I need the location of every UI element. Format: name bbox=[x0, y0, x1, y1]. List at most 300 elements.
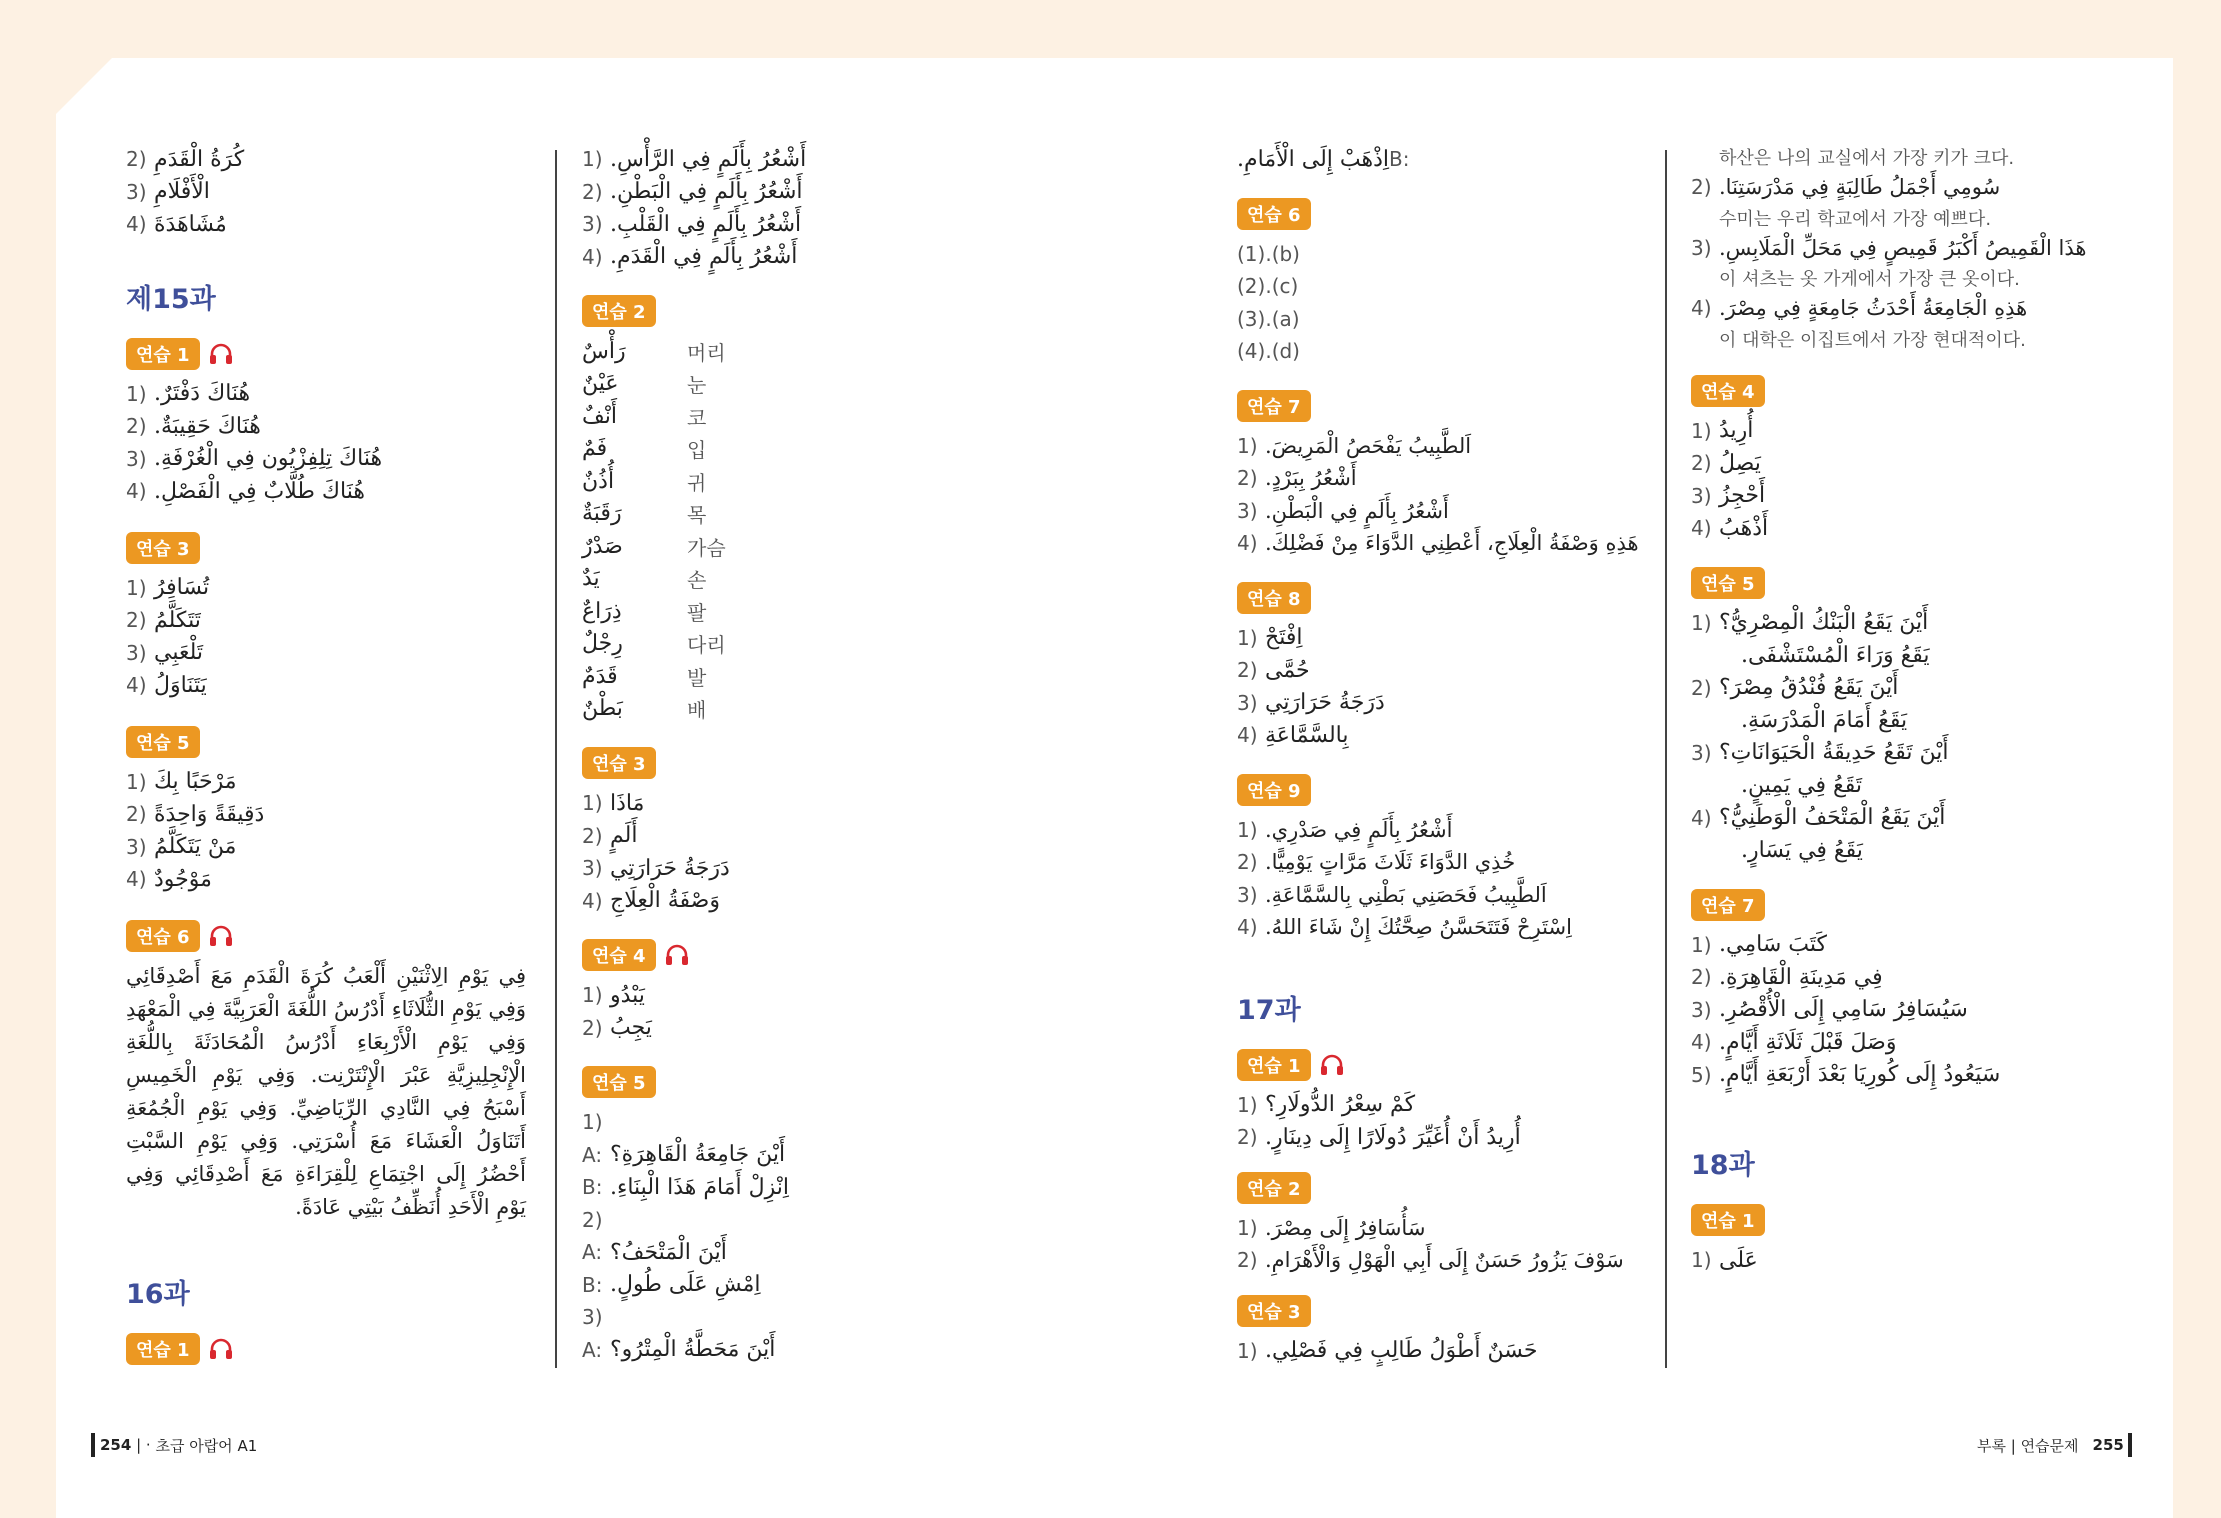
passage-paragraph: فِي يَوْمِ الِاثْنَيْنِ أَلْعَبُ كُرَةَ الْقَدَمِ مَعَ أَصْدِقَائِي وَفِي يَوْمِ الثُّلَاثَاءِ أَدْرُسُ اللُّغَةَ الْعَرَبِيَّةَ فِي الْمَعْهَدِ وَفِي يَوْمِ الْأَرْبِعَاءِ أَدْرُسُ الْمُحَادَثَةَ بِاللُّغَةِ الْإِنْجِلِيزِيَّةِ عَبْرَ الْإِنْتَرْنِت. وَفِي يَوْمِ الْخَمِيسِ أَسْبَحُ فِي النَّادِي الرِّيَاضِيِّ. وَفِي يَوْمِ الْجُمُعَةِ أَتَنَاوَلُ الْعَشَاءَ مَعَ أُسْرَتِي. وَفِي يَوْمِ السَّبْتِ أَحْضُرُ إِلَى اجْتِمَاعِ لِلْقِرَاءَةِ مَعَ أَصْدِقَائِي وَفِي يَوْمِ الْأَحَدِ أُنَظِّفُ بَيْتِي عَادَةً. bbox=[126, 963, 526, 1219]
arabic-answer: دَرَجَةُ حَرَارَتِي bbox=[610, 855, 730, 881]
item-number: 3) bbox=[1237, 498, 1258, 523]
korean-translation: 하산은 나의 교실에서 가장 키가 크다. bbox=[1719, 148, 2015, 169]
footer-separator: | · bbox=[131, 1436, 156, 1454]
answer-row bbox=[1237, 719, 1657, 752]
vocab-row bbox=[582, 335, 1002, 368]
item-number: 1) bbox=[582, 791, 603, 816]
answer-row bbox=[126, 766, 536, 799]
vocab-korean: 귀 bbox=[687, 470, 707, 495]
answer-row bbox=[1237, 654, 1657, 687]
answer-row bbox=[1237, 430, 1657, 463]
answer-row bbox=[1691, 834, 2121, 867]
arabic-answer: أَشْعُرُ بِأَلَمٍ فِي الْقَدَمِ. bbox=[610, 244, 798, 270]
answer-row bbox=[126, 443, 536, 476]
item-number: 2) bbox=[1237, 1125, 1258, 1150]
vocab-row bbox=[582, 628, 1002, 661]
item-number: 3) bbox=[1237, 882, 1258, 907]
exercise-badge: 연습 7 bbox=[1691, 889, 1765, 921]
item-number: 4) bbox=[1237, 723, 1258, 748]
answer-row bbox=[1691, 232, 2121, 265]
arabic-answer: أَحْجِزُ bbox=[1719, 483, 1766, 509]
arabic-answer: هُنَاكَ دَفْتَرٌ. bbox=[154, 381, 251, 407]
arabic-answer: أُرِيدُ أَنْ أُغَيِّرَ دُولَارًا إِلَى دِينَارٍ. bbox=[1265, 1124, 1521, 1150]
matching-answer: (1).(b) bbox=[1237, 241, 1300, 266]
arabic-answer: حُمَّى bbox=[1265, 657, 1310, 683]
arabic-answer: مَرْحَبًا بِكَ bbox=[154, 769, 237, 795]
answer-row bbox=[1691, 961, 2121, 994]
item-number: 3) bbox=[582, 856, 603, 881]
exercise-badge: 연습 5 bbox=[1691, 567, 1765, 599]
item-number: 1) bbox=[1237, 1215, 1258, 1240]
item-number: 2) bbox=[1237, 850, 1258, 875]
arabic-answer: أَيْنَ مَحَطَّةُ الْمِتْرُو؟ bbox=[610, 1337, 776, 1363]
answer-row bbox=[126, 604, 536, 637]
answer-row bbox=[1691, 737, 2121, 770]
vocab-arabic: فَمٌ bbox=[582, 436, 608, 462]
answer-row bbox=[126, 378, 536, 411]
item-number: 1) bbox=[1691, 418, 1712, 443]
column-2 bbox=[582, 143, 1002, 1366]
exercise-header bbox=[126, 338, 536, 370]
matching-answer: (3).(a) bbox=[1237, 306, 1300, 331]
vocab-arabic: أُذُنٌ bbox=[582, 468, 615, 494]
page-number-left: 254 bbox=[100, 1436, 132, 1454]
exercise-header bbox=[126, 1333, 536, 1365]
item-number: 1) bbox=[582, 983, 603, 1008]
item-number: 4) bbox=[1691, 516, 1712, 541]
item-number: 1) bbox=[126, 575, 147, 600]
item-number: 1) bbox=[1237, 817, 1258, 842]
answer-row bbox=[126, 208, 536, 241]
answer-row bbox=[126, 410, 536, 443]
arabic-answer: مَنْ يَتَكَلَّمُ bbox=[154, 834, 237, 860]
item-number: A: bbox=[582, 1142, 603, 1167]
item-number: 1) bbox=[126, 381, 147, 406]
vocab-arabic: رِجْلٌ bbox=[582, 631, 623, 657]
headphones-icon[interactable] bbox=[664, 943, 690, 967]
answer-row bbox=[126, 143, 536, 176]
column-divider bbox=[555, 150, 557, 1368]
vocab-korean: 입 bbox=[687, 438, 707, 463]
book-title: 초급 아랍어 A1 bbox=[155, 1436, 258, 1455]
item-number: 2) bbox=[126, 802, 147, 827]
arabic-answer: وَصَلَ قَبْلَ ثَلَاثَةِ أَيَّامٍ. bbox=[1719, 1029, 1897, 1055]
column-1 bbox=[126, 143, 536, 1373]
lesson-title: 18과 bbox=[1691, 1150, 1755, 1181]
arabic-answer: أَشْعُرُ بِبَرْدٍ. bbox=[1265, 466, 1357, 491]
exercise-header bbox=[1691, 567, 2121, 599]
footer-right bbox=[1977, 1433, 2124, 1457]
arabic-answer: مَوْجُودٌ bbox=[154, 866, 212, 892]
exercise-badge: 연습 1 bbox=[126, 1333, 200, 1365]
footer-left-bar bbox=[91, 1433, 95, 1457]
item-number: 2) bbox=[126, 147, 147, 172]
arabic-answer: يَصِلُ bbox=[1719, 450, 1761, 476]
arabic-answer: سَيُسَافِرُ سَامِي إِلَى الْأُقْصُرِ. bbox=[1719, 997, 1968, 1023]
item-number: 3) bbox=[126, 446, 147, 471]
item-number: 5) bbox=[1691, 1062, 1712, 1087]
exercise-header bbox=[582, 295, 1002, 327]
korean-translation: 이 셔츠는 옷 가게에서 가장 큰 옷이다. bbox=[1719, 269, 2020, 290]
item-number: 4) bbox=[1691, 805, 1712, 830]
answer-row bbox=[582, 1139, 1002, 1172]
arabic-answer: تُسَافِرُ bbox=[154, 575, 210, 601]
arabic-answer: يَقَعُ وَرَاءَ الْمُسْتَشْفَى. bbox=[1741, 642, 1930, 668]
answer-row bbox=[1237, 1244, 1657, 1277]
answer-row bbox=[126, 798, 536, 831]
item-number: 2) bbox=[126, 414, 147, 439]
arabic-answer: أَيْنَ يَقَعُ الْمَتْحَفُ الْوَطَنِيُّ؟ bbox=[1719, 805, 1946, 831]
arabic-answer: تَلْعَبِي bbox=[154, 640, 203, 666]
vocab-row bbox=[582, 400, 1002, 433]
arabic-answer: مَاذَا bbox=[610, 790, 645, 816]
item-number: 2) bbox=[582, 823, 603, 848]
vocab-row bbox=[582, 498, 1002, 531]
vocab-row bbox=[582, 563, 1002, 596]
exercise-badge: 연습 4 bbox=[582, 939, 656, 971]
item-number: 2) bbox=[126, 608, 147, 633]
exercise-badge: 연습 5 bbox=[582, 1066, 656, 1098]
vocab-korean: 코 bbox=[687, 405, 707, 430]
item-number: 1) bbox=[1237, 1338, 1258, 1363]
vocab-arabic: يَدٌ bbox=[582, 566, 600, 592]
vocab-arabic: أَنْفٌ bbox=[582, 403, 618, 429]
arabic-answer: دَرَجَةُ حَرَارَتِي bbox=[1265, 690, 1385, 716]
exercise-header bbox=[582, 747, 1002, 779]
arabic-answer: يَبْدُو bbox=[610, 982, 645, 1008]
matching-answer: (2).(c) bbox=[1237, 274, 1299, 299]
item-number: 4) bbox=[1237, 915, 1258, 940]
arabic-answer: خُذِي الدَّوَاءَ ثَلَاثَ مَرَّاتٍ يَوْمِيًّا. bbox=[1265, 850, 1516, 875]
answer-row bbox=[126, 863, 536, 896]
answer-row bbox=[1237, 687, 1657, 720]
arabic-answer: أَيْنَ جَامِعَةُ الْقَاهِرَةِ؟ bbox=[610, 1142, 786, 1168]
answer-row bbox=[1691, 704, 2121, 737]
arabic-answer: حَسَنٌ أَطْوَلُ طَالِبٍ فِي فَصْلِي. bbox=[1265, 1338, 1538, 1364]
item-number: 1) bbox=[1691, 932, 1712, 957]
arabic-answer: اِفْتَحْ bbox=[1265, 625, 1303, 651]
answer-row bbox=[582, 241, 1002, 274]
item-number: 4) bbox=[126, 479, 147, 504]
arabic-answer: تَقَعُ فِي يَمِينٍ. bbox=[1741, 772, 1863, 798]
exercise-header bbox=[582, 1066, 1002, 1098]
arabic-answer: سَيَعُودُ إِلَى كُورِيَا بَعْدَ أَرْبَعَةِ أَيَّامٍ. bbox=[1719, 1062, 2001, 1088]
footer-section: 부록 | 연습문제 bbox=[1977, 1436, 2079, 1455]
item-number: 4) bbox=[1691, 1030, 1712, 1055]
vocab-row bbox=[582, 433, 1002, 466]
exercise-header bbox=[1691, 889, 2121, 921]
item-number: 2) bbox=[1691, 451, 1712, 476]
answer-row bbox=[1237, 622, 1657, 655]
vocab-row bbox=[582, 660, 1002, 693]
column-4 bbox=[1691, 143, 2121, 1277]
item-number: B: bbox=[1389, 147, 1410, 172]
item-number: 1) bbox=[1691, 1248, 1712, 1273]
item-number: 3) bbox=[1691, 235, 1712, 260]
exercise-header bbox=[1691, 375, 2121, 407]
arabic-answer: وَصْفَةُ الْعِلَاجِ bbox=[610, 888, 720, 914]
arabic-answer: أَيْنَ تَقَعُ حَدِيقَةُ الْحَيَوَانَاتِ؟ bbox=[1719, 740, 1949, 766]
arabic-answer: سُومِي أَجْمَلُ طَالِبَةٍ فِي مَدْرَسَتِنَا. bbox=[1719, 175, 2001, 200]
arabic-answer: مُشَاهَدَةَ bbox=[154, 211, 227, 237]
answer-row bbox=[1691, 802, 2121, 835]
answer-row bbox=[582, 885, 1002, 918]
item-number: 4) bbox=[1691, 296, 1712, 321]
answer-row bbox=[1237, 527, 1657, 560]
vocab-korean: 머리 bbox=[687, 340, 726, 365]
answer-row bbox=[582, 1204, 1002, 1237]
answer-row bbox=[1691, 415, 2121, 448]
vocab-arabic: عَيْنٌ bbox=[582, 371, 619, 397]
item-number: A: bbox=[582, 1337, 603, 1362]
answer-row bbox=[1691, 1244, 2121, 1277]
arabic-answer: اَلطَّبِيبُ يَفْحَصُ الْمَرِيضَ. bbox=[1265, 433, 1472, 458]
exercise-header bbox=[1691, 1204, 2121, 1236]
exercise-header bbox=[1237, 582, 1657, 614]
exercise-badge: 연습 6 bbox=[126, 920, 200, 952]
exercise-header bbox=[1237, 390, 1657, 422]
item-number: 2) bbox=[582, 1015, 603, 1040]
arabic-answer: يَقَعُ أَمَامَ الْمَدْرَسَةِ. bbox=[1741, 707, 1908, 733]
arabic-answer: أَذْهَبُ bbox=[1719, 515, 1769, 541]
vocab-arabic: رَأْسٌ bbox=[582, 338, 626, 364]
answer-row bbox=[1237, 846, 1657, 879]
item-number: B: bbox=[582, 1272, 603, 1297]
answer-row bbox=[1237, 879, 1657, 912]
answer-row bbox=[582, 1236, 1002, 1269]
arabic-answer: هَذَا الْقَمِيصُ أَكْبَرُ قَمِيصٍ فِي مَحَلِّ الْمَلَابِسِ. bbox=[1719, 235, 2087, 260]
vocab-arabic: قَدَمٌ bbox=[582, 663, 618, 689]
item-number: 3) bbox=[1691, 483, 1712, 508]
arabic-answer: دَقِيقَةً وَاحِدَةً bbox=[154, 801, 265, 827]
item-number: 3) bbox=[582, 1305, 603, 1330]
answer-row bbox=[1691, 672, 2121, 705]
exercise-header bbox=[126, 532, 536, 564]
exercise-badge: 연습 2 bbox=[1237, 1172, 1311, 1204]
vocab-korean: 가슴 bbox=[687, 535, 726, 560]
arabic-answer: اِسْتَرِحْ فَتَتَحَسَّنُ صِحَّتُكَ إِنْ شَاءَ اللهُ. bbox=[1265, 915, 1572, 940]
vocab-korean: 다리 bbox=[687, 633, 726, 658]
item-number: 3) bbox=[126, 834, 147, 859]
item-number: 2) bbox=[1691, 175, 1712, 200]
answer-row bbox=[1691, 994, 2121, 1027]
answer-row bbox=[582, 208, 1002, 241]
exercise-badge: 연습 1 bbox=[1691, 1204, 1765, 1236]
lesson-title: 제15과 bbox=[126, 283, 216, 315]
headphones-icon[interactable] bbox=[208, 342, 234, 366]
page-number-right: 255 bbox=[2092, 1436, 2124, 1454]
answer-row bbox=[1691, 171, 2121, 204]
exercise-header bbox=[1237, 198, 1657, 230]
answer-row bbox=[582, 1012, 1002, 1045]
item-number: 4) bbox=[582, 244, 603, 269]
arabic-answer: هُنَاكَ حَقِيبَةٌ. bbox=[154, 413, 261, 439]
item-number: 4) bbox=[582, 888, 603, 913]
exercise-badge: 연습 3 bbox=[126, 532, 200, 564]
arabic-answer: هَذِهِ وَصْفَةُ الْعِلَاجِ، أَعْطِنِي الدَّوَاءَ مِنْ فَضْلِكَ. bbox=[1265, 531, 1639, 556]
item-number: 4) bbox=[1237, 531, 1258, 556]
vocab-row bbox=[582, 465, 1002, 498]
item-number: 4) bbox=[126, 867, 147, 892]
lesson-title: 17과 bbox=[1237, 994, 1301, 1026]
item-number: 1) bbox=[1237, 625, 1258, 650]
item-number: 3) bbox=[582, 212, 603, 237]
item-number: 1) bbox=[582, 1110, 603, 1135]
answer-row bbox=[582, 979, 1002, 1012]
exercise-header bbox=[1237, 1295, 1657, 1327]
arabic-answer: الْأَفْلَامِ bbox=[154, 179, 210, 205]
answer-row bbox=[1237, 1212, 1657, 1245]
answer-row bbox=[1691, 447, 2121, 480]
answer-row bbox=[126, 572, 536, 605]
exercise-badge: 연습 1 bbox=[1237, 1049, 1311, 1081]
arabic-answer: أَشْعُرُ بِأَلَمٍ فِي الرَّأْسِ. bbox=[610, 146, 807, 172]
answer-row bbox=[1691, 512, 2121, 545]
exercise-badge: 연습 1 bbox=[126, 338, 200, 370]
item-number: 2) bbox=[1691, 675, 1712, 700]
vocab-korean: 손 bbox=[687, 568, 707, 593]
item-number: 2) bbox=[582, 179, 603, 204]
arabic-answer: اِنْزِلْ أَمَامَ هَذَا الْبِنَاءِ. bbox=[610, 1174, 789, 1200]
exercise-badge: 연습 6 bbox=[1237, 198, 1311, 230]
arabic-answer: يَقَعُ فِي يَسَارٍ. bbox=[1741, 837, 1863, 863]
korean-translation: 이 대학은 이집트에서 가장 현대적이다. bbox=[1719, 329, 2026, 351]
column-divider bbox=[1665, 150, 1667, 1368]
exercise-header bbox=[126, 920, 536, 952]
answer-row bbox=[1237, 1121, 1657, 1154]
answer-row bbox=[126, 637, 536, 670]
exercise-badge: 연습 2 bbox=[582, 295, 656, 327]
vocab-row bbox=[582, 368, 1002, 401]
answer-row bbox=[582, 820, 1002, 853]
lesson-title: 16과 bbox=[126, 1278, 190, 1310]
vocab-arabic: بَطْنٌ bbox=[582, 696, 623, 722]
arabic-answer: أَيْنَ يَقَعُ فُنْدُقُ مِصْرَ؟ bbox=[1719, 675, 1899, 701]
answer-row bbox=[126, 176, 536, 209]
answer-row bbox=[1691, 639, 2121, 672]
arabic-answer: فِي مَدِينَةِ الْقَاهِرَةِ. bbox=[1719, 964, 1883, 990]
arabic-answer: أَيْنَ يَقَعُ الْبَنْكُ الْمِصْرِيُّ؟ bbox=[1719, 610, 1929, 636]
arabic-answer: اِذْهَبْ إِلَى الْأَمَامِ. bbox=[1237, 146, 1390, 172]
korean-translation: 수미는 우리 학교에서 가장 예쁘다. bbox=[1719, 208, 1992, 230]
exercise-badge: 연습 8 bbox=[1237, 582, 1311, 614]
arabic-answer: اِمْشِ عَلَى طُولٍ. bbox=[610, 1272, 761, 1298]
vocab-korean: 눈 bbox=[687, 373, 707, 398]
exercise-badge: 연습 5 bbox=[126, 726, 200, 758]
item-number: 2) bbox=[1237, 1248, 1258, 1273]
item-number: 2) bbox=[1237, 658, 1258, 683]
vocab-korean: 목 bbox=[687, 503, 707, 528]
answer-row bbox=[1237, 495, 1657, 528]
item-number: 1) bbox=[1691, 610, 1712, 635]
answer-row bbox=[582, 143, 1002, 176]
exercise-badge: 연습 3 bbox=[582, 747, 656, 779]
arabic-answer: أُرِيدُ bbox=[1719, 418, 1754, 444]
item-number: 3) bbox=[126, 640, 147, 665]
item-number: 2) bbox=[1237, 466, 1258, 491]
footer-left bbox=[100, 1433, 257, 1457]
arabic-answer: سَأُسَافِرُ إِلَى مِصْرَ. bbox=[1265, 1215, 1426, 1240]
arabic-answer: تَتَكَلَّمُ bbox=[154, 607, 201, 633]
item-number: 2) bbox=[1691, 965, 1712, 990]
headphones-icon[interactable] bbox=[1319, 1053, 1345, 1077]
exercise-header bbox=[1237, 1049, 1657, 1081]
matching-answer: (4).(d) bbox=[1237, 339, 1300, 364]
item-number: 4) bbox=[126, 212, 147, 237]
headphones-icon[interactable] bbox=[208, 1337, 234, 1361]
answer-row bbox=[1691, 769, 2121, 802]
arabic-answer: أَشْعُرُ بِأَلَمٍ فِي الْقَلْبِ. bbox=[610, 211, 802, 237]
arabic-answer: سَوْفَ يَزُورُ حَسَنٌ إِلَى أَبِي الْهَوْلِ وَالْأَهْرَامِ. bbox=[1265, 1248, 1624, 1273]
column-3 bbox=[1237, 143, 1657, 1367]
answer-row bbox=[1691, 480, 2121, 513]
vocab-row bbox=[582, 530, 1002, 563]
vocab-arabic: رَقَبَةٌ bbox=[582, 501, 622, 527]
answer-row bbox=[1691, 929, 2121, 962]
vocab-row bbox=[582, 693, 1002, 726]
arabic-answer: يَتَنَاوَلُ bbox=[154, 672, 207, 698]
exercise-header bbox=[1237, 774, 1657, 806]
exercise-badge: 연습 7 bbox=[1237, 390, 1311, 422]
item-number: 2) bbox=[582, 1207, 603, 1232]
answer-row bbox=[1237, 814, 1657, 847]
answer-row bbox=[1237, 462, 1657, 495]
arabic-answer: هَذِهِ الْجَامِعَةُ أَحْدَثُ جَامِعَةٍ فِي مِصْرَ. bbox=[1719, 296, 2028, 321]
answer-row bbox=[1691, 292, 2121, 325]
exercise-badge: 연습 9 bbox=[1237, 774, 1311, 806]
arabic-answer: أَشْعُرُ بِأَلَمٍ فِي الْبَطْنِ. bbox=[1265, 498, 1449, 523]
arabic-answer: أَشْعُرُ بِأَلَمٍ فِي الْبَطْنِ. bbox=[610, 179, 803, 205]
item-number: A: bbox=[582, 1240, 603, 1265]
vocab-korean: 팔 bbox=[687, 600, 707, 625]
arabic-answer: أَيْنَ الْمَتْحَفُ؟ bbox=[610, 1239, 727, 1265]
item-number: 3) bbox=[1237, 690, 1258, 715]
answer-row bbox=[582, 852, 1002, 885]
exercise-header bbox=[582, 939, 1002, 971]
vocab-arabic: ذِرَاعٌ bbox=[582, 598, 622, 624]
answer-row bbox=[582, 1106, 1002, 1139]
answer-row bbox=[582, 1301, 1002, 1334]
item-number: 1) bbox=[582, 147, 603, 172]
answer-row bbox=[582, 1334, 1002, 1367]
arabic-answer: كُرَةُ الْقَدَمِ bbox=[154, 146, 245, 172]
arabic-answer: هُنَاكَ طُلَّابٌ فِي الْفَصْلِ. bbox=[154, 478, 365, 504]
item-number: B: bbox=[582, 1175, 603, 1200]
vocab-row bbox=[582, 595, 1002, 628]
arabic-answer: عَلَى bbox=[1719, 1247, 1758, 1273]
exercise-header bbox=[126, 726, 536, 758]
arabic-answer: اَلطَّبِيبُ فَحَصَنِي بَطْنِي بِالسَّمَّاعَةِ. bbox=[1265, 882, 1547, 907]
footer-right-bar bbox=[2128, 1433, 2132, 1457]
item-number: 3) bbox=[126, 179, 147, 204]
vocab-arabic: صَدْرٌ bbox=[582, 533, 623, 559]
answer-row bbox=[1237, 911, 1657, 944]
answer-row bbox=[126, 669, 536, 702]
answer-row bbox=[582, 1171, 1002, 1204]
item-number: 1) bbox=[126, 769, 147, 794]
exercise-badge: 연습 3 bbox=[1237, 1295, 1311, 1327]
arabic-answer: أَلَمٍ bbox=[610, 823, 638, 849]
answer-row bbox=[1691, 1026, 2121, 1059]
arabic-answer: أَشْعُرُ بِأَلَمٍ فِي صَدْرِي. bbox=[1265, 817, 1453, 842]
answer-row bbox=[126, 475, 536, 508]
headphones-icon[interactable] bbox=[208, 924, 234, 948]
arabic-answer: كَتَبَ سَامِي. bbox=[1719, 932, 1827, 958]
item-number: 3) bbox=[1691, 740, 1712, 765]
item-number: 4) bbox=[126, 673, 147, 698]
answer-row bbox=[1237, 143, 1657, 176]
answer-row bbox=[582, 1269, 1002, 1302]
